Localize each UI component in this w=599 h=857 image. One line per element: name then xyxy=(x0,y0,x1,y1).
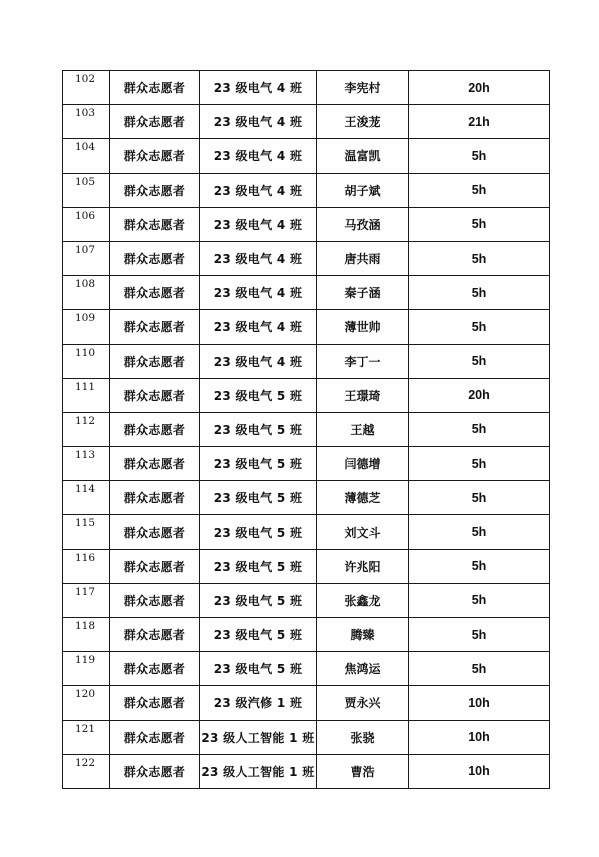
table-row xyxy=(63,447,550,481)
student-name-cell: 王越 xyxy=(317,412,409,446)
table-row xyxy=(63,310,550,344)
volunteer-role-cell: 群众志愿者 xyxy=(110,71,200,105)
volunteer-role-cell: 群众志愿者 xyxy=(110,241,200,275)
row-number-cell: 111 xyxy=(63,378,110,412)
volunteer-role-cell: 群众志愿者 xyxy=(110,139,200,173)
row-number-cell: 114 xyxy=(63,481,110,515)
student-name-cell: 曹浩 xyxy=(317,754,409,788)
table-row xyxy=(63,549,550,583)
table-row xyxy=(63,515,550,549)
volunteer-role-cell: 群众志愿者 xyxy=(110,276,200,310)
class-name-cell: 23 级电气 5 班 xyxy=(200,412,317,446)
class-name-cell: 23 级电气 4 班 xyxy=(200,241,317,275)
table-row xyxy=(63,139,550,173)
row-number-cell: 103 xyxy=(63,105,110,139)
volunteer-role-cell: 群众志愿者 xyxy=(110,207,200,241)
class-name-cell: 23 级电气 5 班 xyxy=(200,583,317,617)
row-number-cell: 121 xyxy=(63,720,110,754)
row-number-cell: 118 xyxy=(63,618,110,652)
row-number-cell: 122 xyxy=(63,754,110,788)
service-hours-cell: 5h xyxy=(409,276,550,310)
row-number-cell: 109 xyxy=(63,310,110,344)
table-row xyxy=(63,105,550,139)
service-hours-cell: 10h xyxy=(409,686,550,720)
volunteer-role-cell: 群众志愿者 xyxy=(110,720,200,754)
table-row xyxy=(63,720,550,754)
student-name-cell: 王浚茏 xyxy=(317,105,409,139)
volunteer-role-cell: 群众志愿者 xyxy=(110,310,200,344)
class-name-cell: 23 级电气 5 班 xyxy=(200,515,317,549)
student-name-cell: 温富凯 xyxy=(317,139,409,173)
class-name-cell: 23 级电气 4 班 xyxy=(200,207,317,241)
table-row xyxy=(63,754,550,788)
table-row xyxy=(63,412,550,446)
service-hours-cell: 20h xyxy=(409,378,550,412)
table-row xyxy=(63,652,550,686)
volunteer-role-cell: 群众志愿者 xyxy=(110,754,200,788)
service-hours-cell: 21h xyxy=(409,105,550,139)
student-name-cell: 李丁一 xyxy=(317,344,409,378)
volunteer-role-cell: 群众志愿者 xyxy=(110,447,200,481)
table-row xyxy=(63,344,550,378)
student-name-cell: 马孜涵 xyxy=(317,207,409,241)
service-hours-cell: 5h xyxy=(409,241,550,275)
student-name-cell: 贾永兴 xyxy=(317,686,409,720)
class-name-cell: 23 级人工智能 1 班 xyxy=(200,754,317,788)
volunteer-role-cell: 群众志愿者 xyxy=(110,173,200,207)
student-name-cell: 胡子斌 xyxy=(317,173,409,207)
table-row xyxy=(63,71,550,105)
table-row xyxy=(63,241,550,275)
volunteer-role-cell: 群众志愿者 xyxy=(110,686,200,720)
service-hours-cell: 5h xyxy=(409,310,550,344)
class-name-cell: 23 级电气 4 班 xyxy=(200,276,317,310)
row-number-cell: 113 xyxy=(63,447,110,481)
table-row xyxy=(63,276,550,310)
class-name-cell: 23 级汽修 1 班 xyxy=(200,686,317,720)
student-name-cell: 腾臻 xyxy=(317,618,409,652)
class-name-cell: 23 级人工智能 1 班 xyxy=(200,720,317,754)
service-hours-cell: 5h xyxy=(409,583,550,617)
table-body xyxy=(63,71,550,789)
table-row xyxy=(63,481,550,515)
class-name-cell: 23 级电气 5 班 xyxy=(200,378,317,412)
row-number-cell: 108 xyxy=(63,276,110,310)
service-hours-cell: 5h xyxy=(409,207,550,241)
service-hours-cell: 5h xyxy=(409,344,550,378)
row-number-cell: 107 xyxy=(63,241,110,275)
service-hours-cell: 5h xyxy=(409,549,550,583)
class-name-cell: 23 级电气 5 班 xyxy=(200,481,317,515)
volunteer-role-cell: 群众志愿者 xyxy=(110,549,200,583)
table-row xyxy=(63,583,550,617)
class-name-cell: 23 级电气 4 班 xyxy=(200,173,317,207)
service-hours-cell: 10h xyxy=(409,720,550,754)
volunteer-role-cell: 群众志愿者 xyxy=(110,583,200,617)
row-number-cell: 115 xyxy=(63,515,110,549)
student-name-cell: 闫德增 xyxy=(317,447,409,481)
volunteer-role-cell: 群众志愿者 xyxy=(110,481,200,515)
service-hours-cell: 5h xyxy=(409,618,550,652)
row-number-cell: 106 xyxy=(63,207,110,241)
row-number-cell: 110 xyxy=(63,344,110,378)
row-number-cell: 102 xyxy=(63,71,110,105)
row-number-cell: 120 xyxy=(63,686,110,720)
service-hours-cell: 5h xyxy=(409,515,550,549)
volunteer-role-cell: 群众志愿者 xyxy=(110,344,200,378)
student-name-cell: 王璟琦 xyxy=(317,378,409,412)
service-hours-cell: 5h xyxy=(409,412,550,446)
volunteer-role-cell: 群众志愿者 xyxy=(110,412,200,446)
row-number-cell: 119 xyxy=(63,652,110,686)
service-hours-cell: 10h xyxy=(409,754,550,788)
row-number-cell: 117 xyxy=(63,583,110,617)
volunteer-role-cell: 群众志愿者 xyxy=(110,652,200,686)
row-number-cell: 105 xyxy=(63,173,110,207)
class-name-cell: 23 级电气 5 班 xyxy=(200,549,317,583)
service-hours-cell: 20h xyxy=(409,71,550,105)
volunteer-hours-table xyxy=(62,70,550,789)
class-name-cell: 23 级电气 4 班 xyxy=(200,71,317,105)
service-hours-cell: 5h xyxy=(409,652,550,686)
table-row xyxy=(63,173,550,207)
row-number-cell: 104 xyxy=(63,139,110,173)
service-hours-cell: 5h xyxy=(409,139,550,173)
class-name-cell: 23 级电气 4 班 xyxy=(200,105,317,139)
volunteer-role-cell: 群众志愿者 xyxy=(110,378,200,412)
student-name-cell: 李宪村 xyxy=(317,71,409,105)
table-row xyxy=(63,378,550,412)
class-name-cell: 23 级电气 5 班 xyxy=(200,447,317,481)
student-name-cell: 焦鸿运 xyxy=(317,652,409,686)
row-number-cell: 116 xyxy=(63,549,110,583)
class-name-cell: 23 级电气 4 班 xyxy=(200,344,317,378)
class-name-cell: 23 级电气 4 班 xyxy=(200,310,317,344)
student-name-cell: 薄德芝 xyxy=(317,481,409,515)
student-name-cell: 张骁 xyxy=(317,720,409,754)
class-name-cell: 23 级电气 5 班 xyxy=(200,618,317,652)
service-hours-cell: 5h xyxy=(409,481,550,515)
student-name-cell: 秦子涵 xyxy=(317,276,409,310)
volunteer-role-cell: 群众志愿者 xyxy=(110,618,200,652)
service-hours-cell: 5h xyxy=(409,447,550,481)
table-row xyxy=(63,686,550,720)
student-name-cell: 唐共雨 xyxy=(317,241,409,275)
student-name-cell: 张鑫龙 xyxy=(317,583,409,617)
table-row xyxy=(63,618,550,652)
student-name-cell: 刘文斗 xyxy=(317,515,409,549)
volunteer-role-cell: 群众志愿者 xyxy=(110,515,200,549)
class-name-cell: 23 级电气 5 班 xyxy=(200,652,317,686)
service-hours-cell: 5h xyxy=(409,173,550,207)
class-name-cell: 23 级电气 4 班 xyxy=(200,139,317,173)
row-number-cell: 112 xyxy=(63,412,110,446)
student-name-cell: 薄世帅 xyxy=(317,310,409,344)
volunteer-role-cell: 群众志愿者 xyxy=(110,105,200,139)
table-row xyxy=(63,207,550,241)
student-name-cell: 许兆阳 xyxy=(317,549,409,583)
